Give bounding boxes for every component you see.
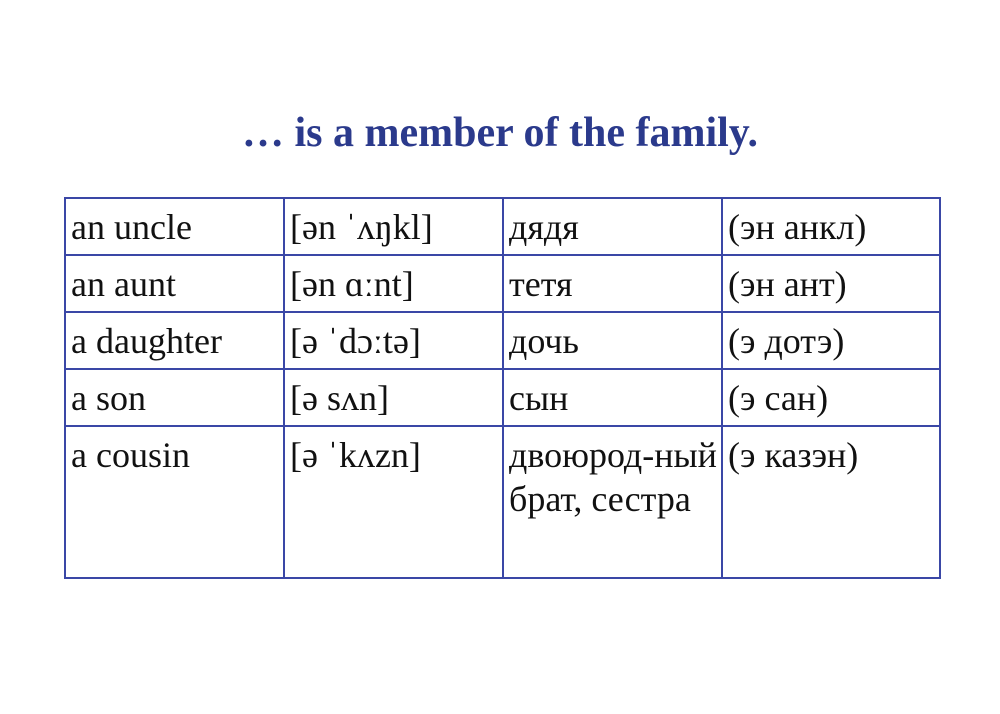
cell-reading: (эн анкл)	[722, 198, 940, 255]
cell-transcription: [ə ˈdɔːtə]	[284, 312, 503, 369]
page-title: … is a member of the family.	[242, 110, 758, 156]
table-row	[65, 426, 940, 578]
cell-reading: (э казэн)	[722, 426, 940, 578]
cell-word: a son	[65, 369, 284, 426]
table-row	[65, 369, 940, 426]
cell-russian: дядя	[503, 198, 722, 255]
cell-russian: двоюрод-ный брат, сестра	[503, 426, 722, 578]
cell-reading: (э дотэ)	[722, 312, 940, 369]
cell-word: a daughter	[65, 312, 284, 369]
cell-word: an uncle	[65, 198, 284, 255]
cell-russian: дочь	[503, 312, 722, 369]
cell-word: a cousin	[65, 426, 284, 578]
vocabulary-table	[64, 197, 941, 579]
cell-transcription: [ən ˈʌŋkl]	[284, 198, 503, 255]
table-row	[65, 198, 940, 255]
cell-transcription: [ə ˈkʌzn]	[284, 426, 503, 578]
cell-russian: сын	[503, 369, 722, 426]
table-row	[65, 312, 940, 369]
table-row	[65, 255, 940, 312]
cell-russian: тетя	[503, 255, 722, 312]
cell-transcription: [ən ɑːnt]	[284, 255, 503, 312]
cell-transcription: [ə sʌn]	[284, 369, 503, 426]
cell-reading: (эн ант)	[722, 255, 940, 312]
cell-word: an aunt	[65, 255, 284, 312]
cell-reading: (э сан)	[722, 369, 940, 426]
